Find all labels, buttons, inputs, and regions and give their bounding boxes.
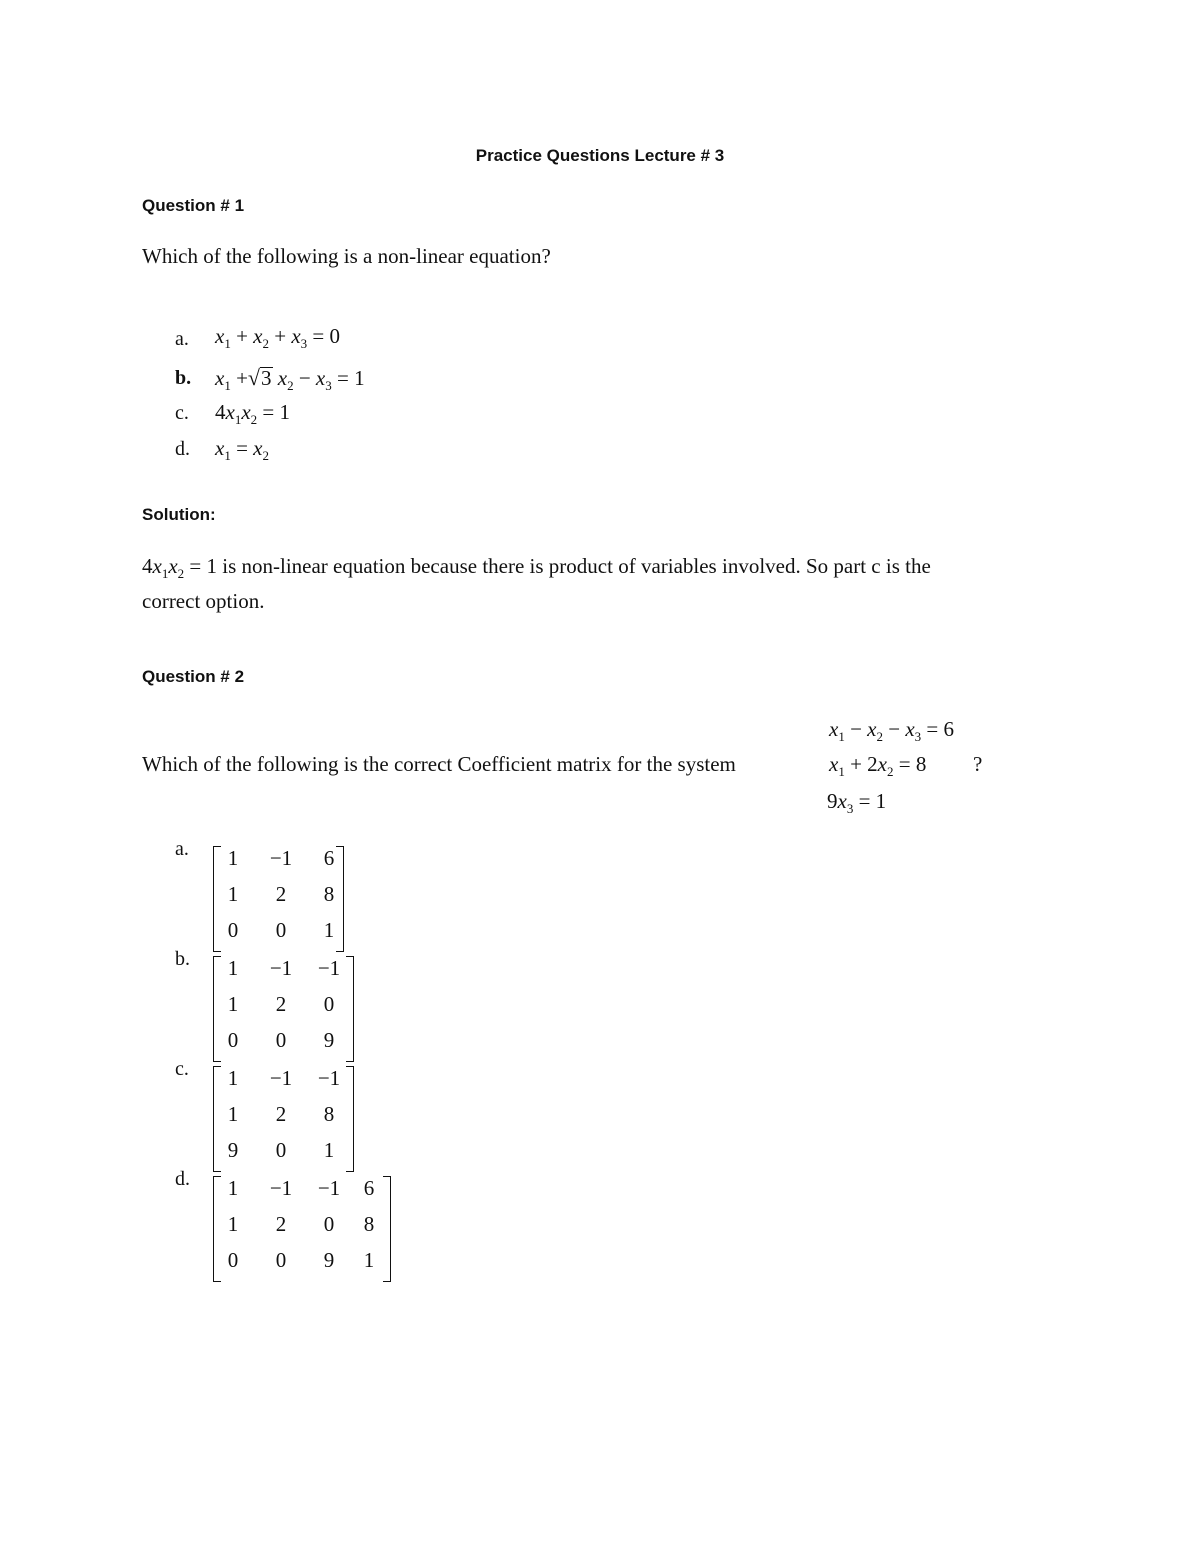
matrix-cell: 2 xyxy=(275,1212,287,1236)
system-equation-3: $9x_3 = 1$ xyxy=(827,789,887,816)
matrix-cell: 1 xyxy=(323,1138,335,1162)
matrix-option-a xyxy=(213,846,343,952)
matrix-cell: 1 xyxy=(227,882,239,906)
q1-option-c-equation: $4x_1x_2 = 1$ xyxy=(215,400,290,427)
q1-option-d-equation: $x_1 = x_2$ xyxy=(215,436,269,463)
matrix-option-d xyxy=(213,1176,390,1282)
matrix-cell: 9 xyxy=(227,1138,239,1162)
matrix-cell: −1 xyxy=(317,1066,341,1090)
matrix-cell: 1 xyxy=(227,846,239,870)
question-1-heading: Question # 1 xyxy=(142,196,245,215)
matrix-cell: −1 xyxy=(269,956,293,980)
matrix-cell: 0 xyxy=(227,918,239,942)
system-equation-2: $x_1 + 2x_2 = 8$ xyxy=(829,752,927,779)
matrix-cell: 1 xyxy=(323,918,335,942)
matrix-cell: 2 xyxy=(275,1102,287,1126)
matrix-cell: 0 xyxy=(275,1138,287,1162)
question-2-prompt: Which of the following is the correct Coefficient matrix for the system xyxy=(142,752,736,776)
solution-line-1 xyxy=(142,554,931,579)
question-2-mark: ? xyxy=(973,752,983,776)
matrix-cell: 2 xyxy=(275,992,287,1016)
matrix-cell: 1 xyxy=(227,1212,239,1236)
matrix-cell: 8 xyxy=(323,1102,335,1126)
q2-option-b-label: b. xyxy=(175,948,190,970)
page-title: Practice Questions Lecture # 3 xyxy=(475,146,725,165)
matrix-cell: 1 xyxy=(227,956,239,980)
matrix-cell: 8 xyxy=(363,1212,375,1236)
system-equation-1: $x_1 - x_2 - x_3 = 6$ xyxy=(829,717,955,744)
matrix-cell: 1 xyxy=(227,1176,239,1200)
matrix-cell: 1 xyxy=(227,1102,239,1126)
matrix-cell: −1 xyxy=(317,956,341,980)
matrix-cell: 0 xyxy=(275,918,287,942)
q2-option-d-label: d. xyxy=(175,1168,190,1190)
solution-equation: $4x_1x_2 = 1$ xyxy=(142,554,217,581)
matrix-cell: 1 xyxy=(227,1066,239,1090)
matrix-cell: 1 xyxy=(363,1248,375,1272)
matrix-cell: 2 xyxy=(275,882,287,906)
solution-line-2: correct option. xyxy=(142,589,265,613)
matrix-option-c xyxy=(213,1066,353,1172)
q1-option-c-label: c. xyxy=(175,402,189,424)
matrix-cell: 6 xyxy=(363,1176,375,1200)
matrix-cell: 1 xyxy=(227,992,239,1016)
matrix-option-b xyxy=(213,956,353,1062)
solution-text-1: is non-linear equation because there is product of variables involved. So part c is the xyxy=(217,554,931,578)
matrix-cell: −1 xyxy=(269,846,293,870)
question-1-prompt: Which of the following is a non-linear equation? xyxy=(142,244,551,268)
matrix-cell: 8 xyxy=(323,882,335,906)
matrix-cell: 9 xyxy=(323,1248,335,1272)
matrix-cell: 9 xyxy=(323,1028,335,1052)
matrix-cell: −1 xyxy=(269,1176,293,1200)
matrix-cell: 0 xyxy=(323,992,335,1016)
matrix-cell: 0 xyxy=(275,1248,287,1272)
matrix-cell: −1 xyxy=(317,1176,341,1200)
matrix-cell: 0 xyxy=(227,1248,239,1272)
q2-option-c-label: c. xyxy=(175,1058,189,1080)
matrix-cell: −1 xyxy=(269,1066,293,1090)
q1-option-a-equation: $x_1 + x_2 + x_3 = 0$ xyxy=(215,324,341,351)
q1-option-d-label: d. xyxy=(175,438,190,460)
matrix-cell: 0 xyxy=(275,1028,287,1052)
question-2-heading: Question # 2 xyxy=(142,667,245,686)
matrix-cell: 6 xyxy=(323,846,335,870)
q1-option-b-label: b. xyxy=(175,367,192,389)
q1-option-b-equation: $x_1 +√3$ $x_2 - x_3 = 1$ xyxy=(215,365,365,393)
matrix-cell: 0 xyxy=(227,1028,239,1052)
matrix-cell: 0 xyxy=(323,1212,335,1236)
q2-option-a-label: a. xyxy=(175,838,189,860)
solution-heading: Solution: xyxy=(142,505,216,524)
q1-option-a-label: a. xyxy=(175,328,189,350)
